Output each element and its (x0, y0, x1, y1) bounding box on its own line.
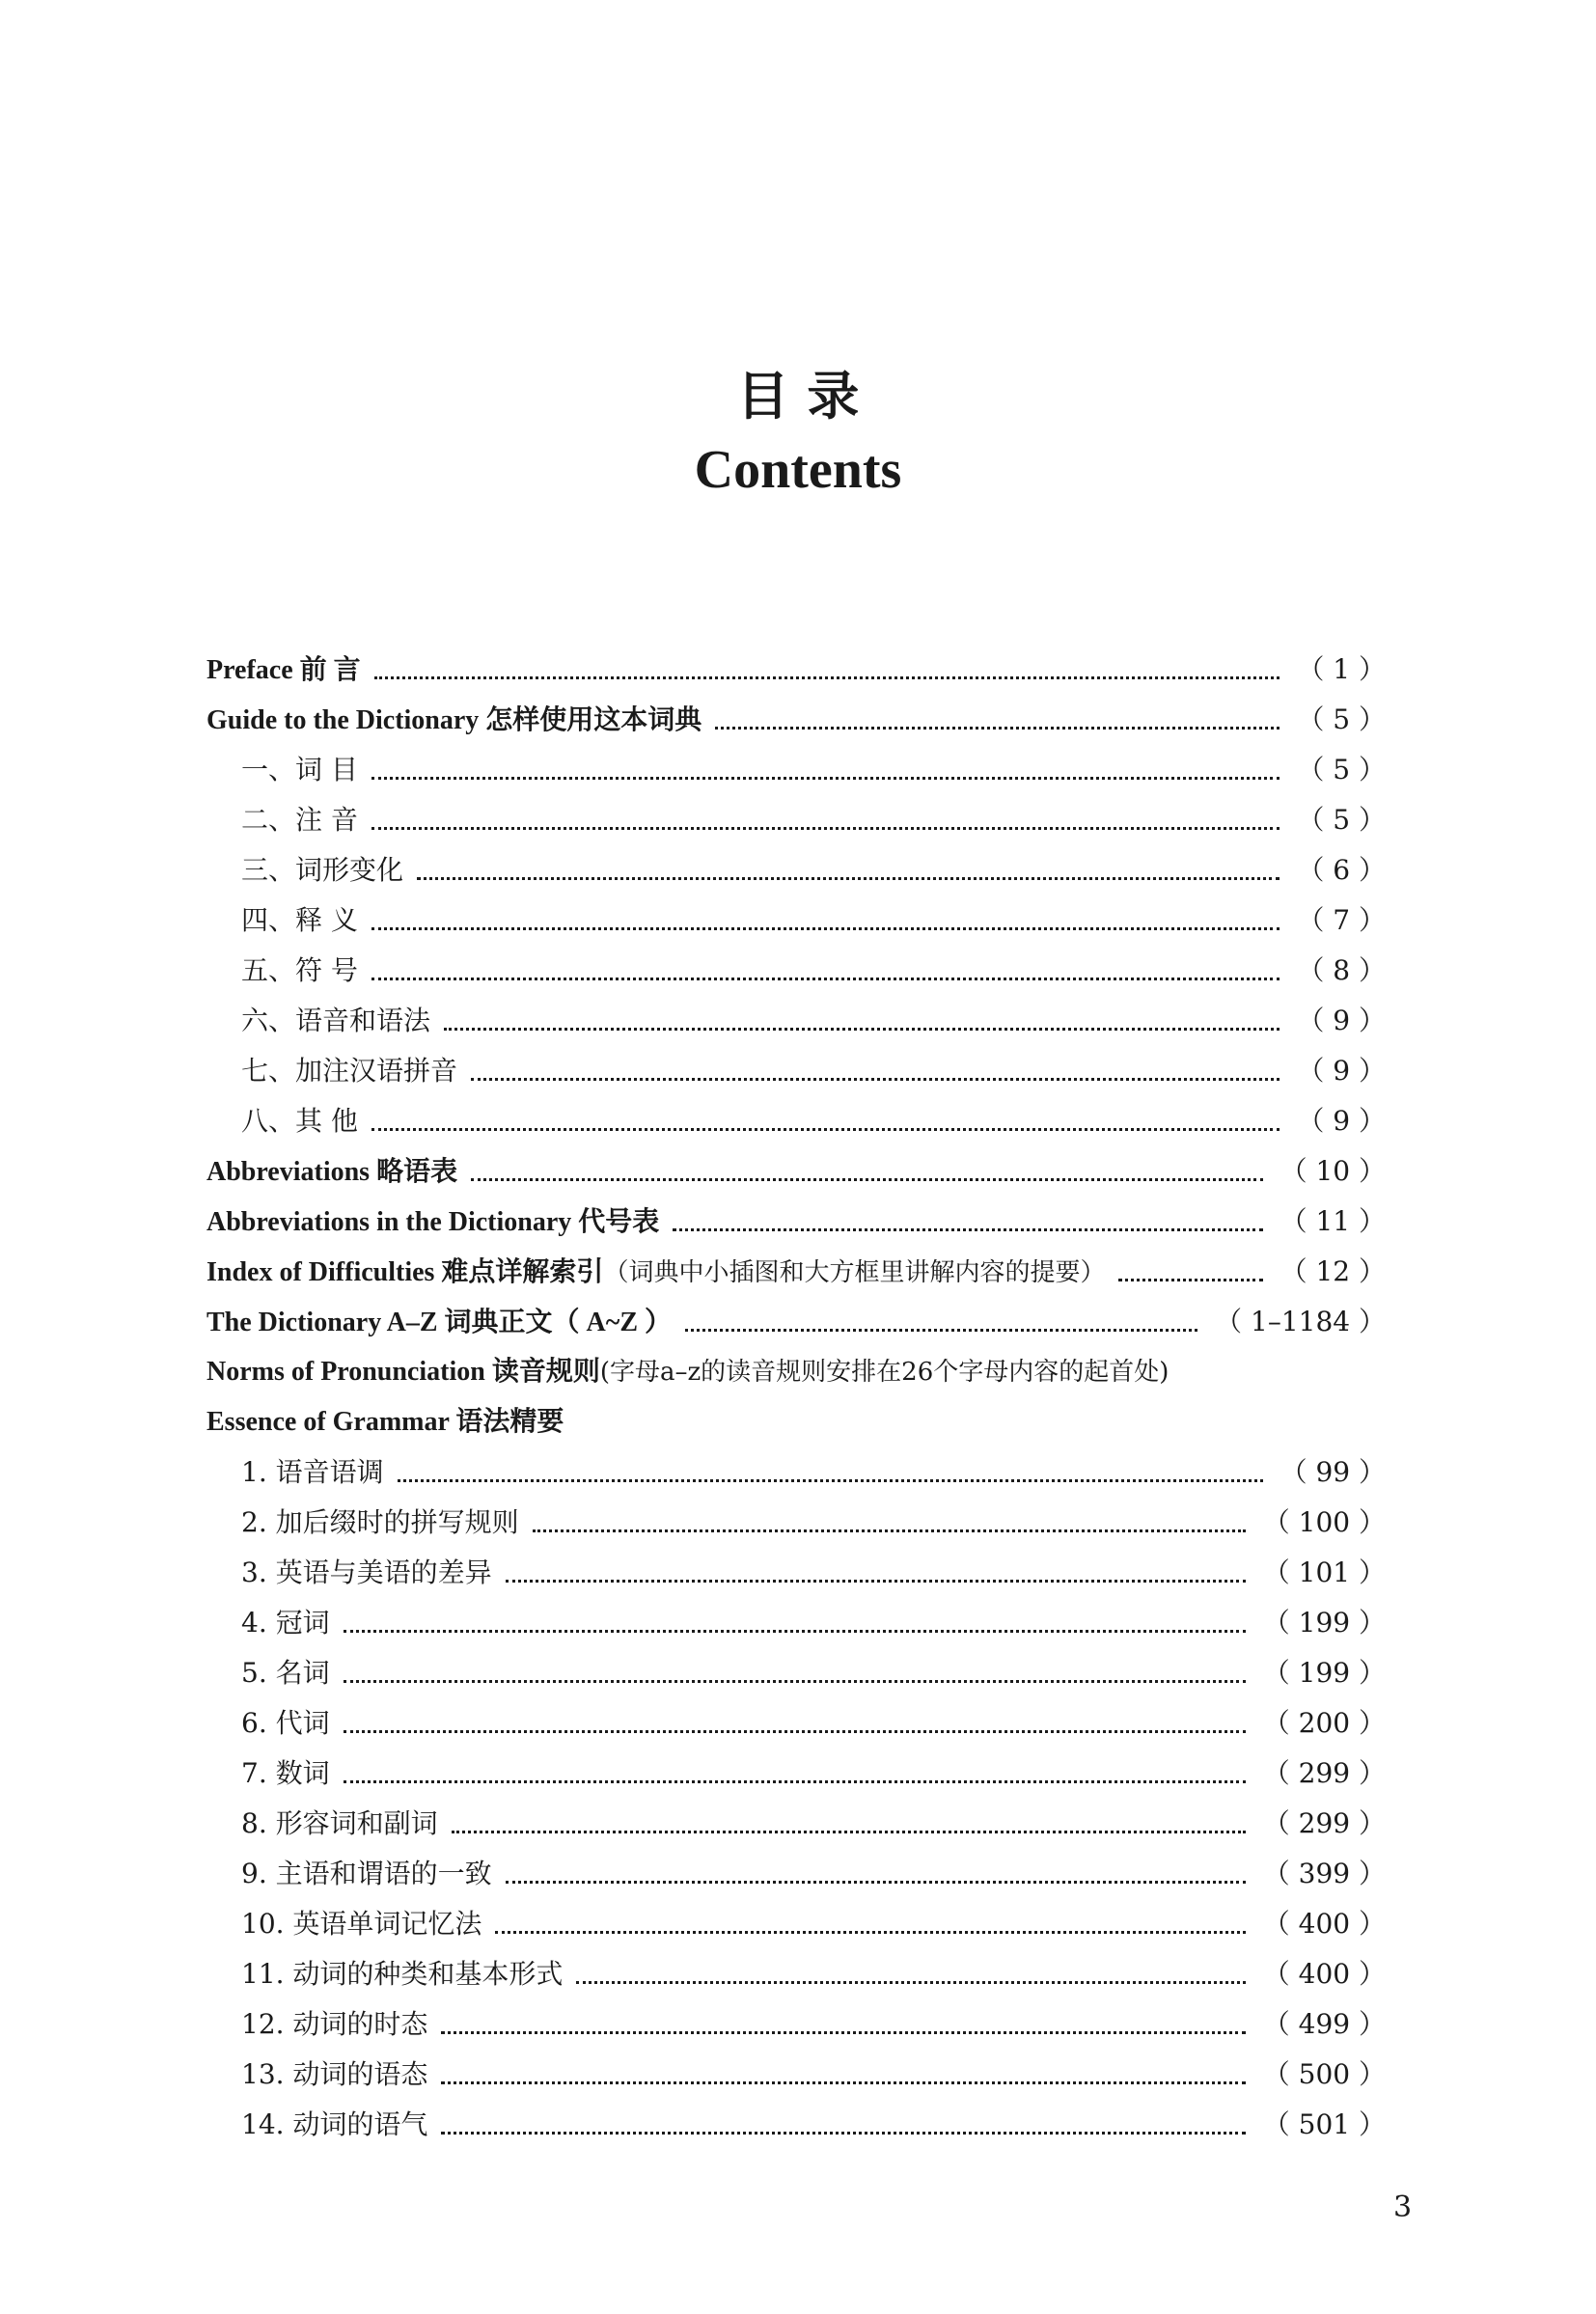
toc-entry-page: （ 1–1184 ） (1215, 1306, 1386, 1337)
dot-leader (495, 1927, 1245, 1934)
dot-leader (715, 723, 1280, 730)
dot-leader (673, 1225, 1262, 1231)
toc-entry-page: （ 299 ） (1262, 1807, 1386, 1839)
dot-leader (506, 1576, 1246, 1583)
toc-entry[interactable] (206, 1347, 1386, 1397)
toc-entry[interactable] (206, 895, 1386, 946)
toc-entry-label: Preface 前 言 (206, 655, 361, 685)
toc-entry[interactable] (206, 1698, 1386, 1749)
toc-entry[interactable] (206, 1648, 1386, 1698)
page-title-en: Contents (694, 440, 902, 500)
toc-entry-page: （ 5 ） (1297, 754, 1386, 785)
toc-entry-label: 四、释 义 (241, 904, 358, 936)
toc-entry-label: 八、其 他 (241, 1105, 358, 1137)
toc-entry-page: （ 8 ） (1297, 954, 1386, 986)
toc-entry-page: （ 400 ） (1262, 1958, 1386, 1990)
dot-leader (1118, 1275, 1262, 1281)
toc-entry[interactable] (206, 1397, 1386, 1447)
toc-entry-label: The Dictionary A–Z 词典正文（ A~Z ） (206, 1308, 673, 1337)
toc-entry[interactable] (206, 1447, 1386, 1498)
toc-entry[interactable] (206, 1096, 1386, 1146)
dot-leader (441, 2078, 1245, 2084)
toc-entry[interactable] (206, 1899, 1386, 1949)
dot-leader (374, 673, 1280, 679)
toc-entry-label: 七、加注汉语拼音 (241, 1055, 458, 1087)
toc-entry-label: 5. 名词 (241, 1657, 330, 1689)
toc-entry-label: Norms of Pronunciation 读音规则 (206, 1357, 600, 1387)
page-number: 3 (1393, 2190, 1413, 2224)
dot-leader (441, 2128, 1245, 2135)
toc-entry-page: （ 500 ） (1262, 2058, 1386, 2090)
toc-entry-label: 二、注 音 (241, 804, 358, 836)
toc-entry-label: 2. 加后缀时的拼写规则 (241, 1506, 519, 1538)
toc-entry-label: 10. 英语单词记忆法 (241, 1908, 482, 1940)
toc-entry-label: 3. 英语与美语的差异 (241, 1556, 492, 1588)
toc-entry-page: （ 199 ） (1262, 1607, 1386, 1639)
toc-entry-label: 6. 代词 (241, 1707, 330, 1739)
dot-leader (452, 1827, 1246, 1833)
toc-entry[interactable] (206, 946, 1386, 996)
dot-leader (371, 773, 1280, 780)
toc-entry-page: （ 5 ） (1297, 804, 1386, 836)
toc-entry[interactable] (206, 1297, 1386, 1347)
toc-entry-label: 1. 语音语调 (241, 1456, 384, 1488)
toc-entry[interactable] (206, 645, 1386, 695)
toc-entry-label: 三、词形变化 (241, 854, 404, 886)
dot-leader (417, 873, 1280, 880)
toc-entry[interactable] (206, 845, 1386, 895)
toc-entry[interactable] (206, 745, 1386, 795)
toc-entry-label: Abbreviations 略语表 (206, 1157, 458, 1187)
toc-entry-label: 7. 数词 (241, 1757, 330, 1789)
toc-entry-page: （ 9 ） (1297, 1105, 1386, 1137)
toc-entry[interactable] (206, 2100, 1386, 2150)
toc-entry-label: Essence of Grammar 语法精要 (206, 1407, 564, 1437)
toc-entry[interactable] (206, 1999, 1386, 2050)
dot-leader (398, 1475, 1263, 1482)
toc-entry-page: （ 299 ） (1262, 1757, 1386, 1789)
toc-entry-page: （ 200 ） (1262, 1707, 1386, 1739)
dot-leader (371, 823, 1280, 830)
table-of-contents (206, 645, 1386, 2150)
toc-entry-label: 9. 主语和谓语的一致 (241, 1858, 492, 1889)
toc-entry-label: 4. 冠词 (241, 1607, 330, 1639)
dot-leader (576, 1977, 1245, 1984)
dot-leader (441, 2027, 1245, 2034)
dot-leader (371, 923, 1280, 930)
toc-entry-page: （ 6 ） (1297, 854, 1386, 886)
toc-entry-page: （ 9 ） (1297, 1055, 1386, 1087)
dot-leader (685, 1325, 1197, 1332)
toc-entry[interactable] (206, 1548, 1386, 1598)
page-title-cn: 目 录 (736, 365, 860, 427)
toc-entry-page: （ 501 ） (1262, 2108, 1386, 2140)
toc-entry[interactable] (206, 1749, 1386, 1799)
toc-entry[interactable] (206, 695, 1386, 745)
toc-entry[interactable] (206, 996, 1386, 1046)
toc-entry[interactable] (206, 1146, 1386, 1197)
toc-entry-page: （ 101 ） (1262, 1556, 1386, 1588)
toc-entry-label: 13. 动词的语态 (241, 2058, 428, 2090)
toc-entry[interactable] (206, 1949, 1386, 1999)
toc-entry[interactable] (206, 1799, 1386, 1849)
toc-entry-page: （ 99 ） (1280, 1456, 1386, 1488)
toc-entry[interactable] (206, 2050, 1386, 2100)
dot-leader (371, 974, 1280, 980)
toc-entry-label: 14. 动词的语气 (241, 2108, 428, 2140)
toc-entry-label: Abbreviations in the Dictionary 代号表 (206, 1207, 660, 1237)
toc-entry-note: (字母a–z的读音规则安排在26个字母内容的起首处) (599, 1358, 1169, 1387)
toc-entry[interactable] (206, 1849, 1386, 1899)
toc-entry-page: （ 1 ） (1297, 653, 1386, 685)
toc-entry-page: （ 499 ） (1262, 2008, 1386, 2040)
toc-entry-label: 六、语音和语法 (241, 1005, 431, 1036)
toc-entry[interactable] (206, 1046, 1386, 1096)
dot-leader (471, 1174, 1262, 1181)
toc-entry-page: （ 100 ） (1262, 1506, 1386, 1538)
toc-entry-page: （ 7 ） (1297, 904, 1386, 936)
toc-entry-note: （词典中小插图和大方框里讲解内容的提要） (603, 1258, 1106, 1287)
toc-entry-page: （ 9 ） (1297, 1005, 1386, 1036)
dot-leader (371, 1124, 1280, 1131)
toc-entry[interactable] (206, 1498, 1386, 1548)
toc-entry-label: 8. 形容词和副词 (241, 1807, 438, 1839)
dot-leader (533, 1526, 1246, 1532)
toc-entry-page: （ 199 ） (1262, 1657, 1386, 1689)
toc-entry-page: （ 11 ） (1280, 1205, 1386, 1237)
toc-entry-page: （ 10 ） (1280, 1155, 1386, 1187)
dot-leader (506, 1877, 1246, 1884)
dot-leader (344, 1626, 1246, 1633)
toc-entry-page: （ 12 ） (1280, 1255, 1386, 1287)
toc-entry-label: Guide to the Dictionary 怎样使用这本词典 (206, 705, 702, 735)
dot-leader (344, 1777, 1246, 1783)
toc-entry-label: 12. 动词的时态 (241, 2008, 428, 2040)
toc-entry-page: （ 400 ） (1262, 1908, 1386, 1940)
toc-entry-label: 五、符 号 (241, 954, 358, 986)
dot-leader (444, 1024, 1280, 1031)
toc-entry-label: Index of Difficulties 难点详解索引 (206, 1257, 604, 1287)
toc-entry[interactable] (206, 1598, 1386, 1648)
toc-entry[interactable] (206, 1197, 1386, 1247)
toc-entry[interactable] (206, 1247, 1386, 1297)
toc-entry-page: （ 5 ） (1297, 703, 1386, 735)
toc-entry-label: 11. 动词的种类和基本形式 (241, 1958, 564, 1990)
toc-entry[interactable] (206, 795, 1386, 845)
dot-leader (344, 1726, 1246, 1733)
dot-leader (471, 1074, 1280, 1081)
toc-entry-page: （ 399 ） (1262, 1858, 1386, 1889)
dot-leader (344, 1676, 1246, 1683)
toc-entry-label: 一、词 目 (241, 754, 358, 785)
